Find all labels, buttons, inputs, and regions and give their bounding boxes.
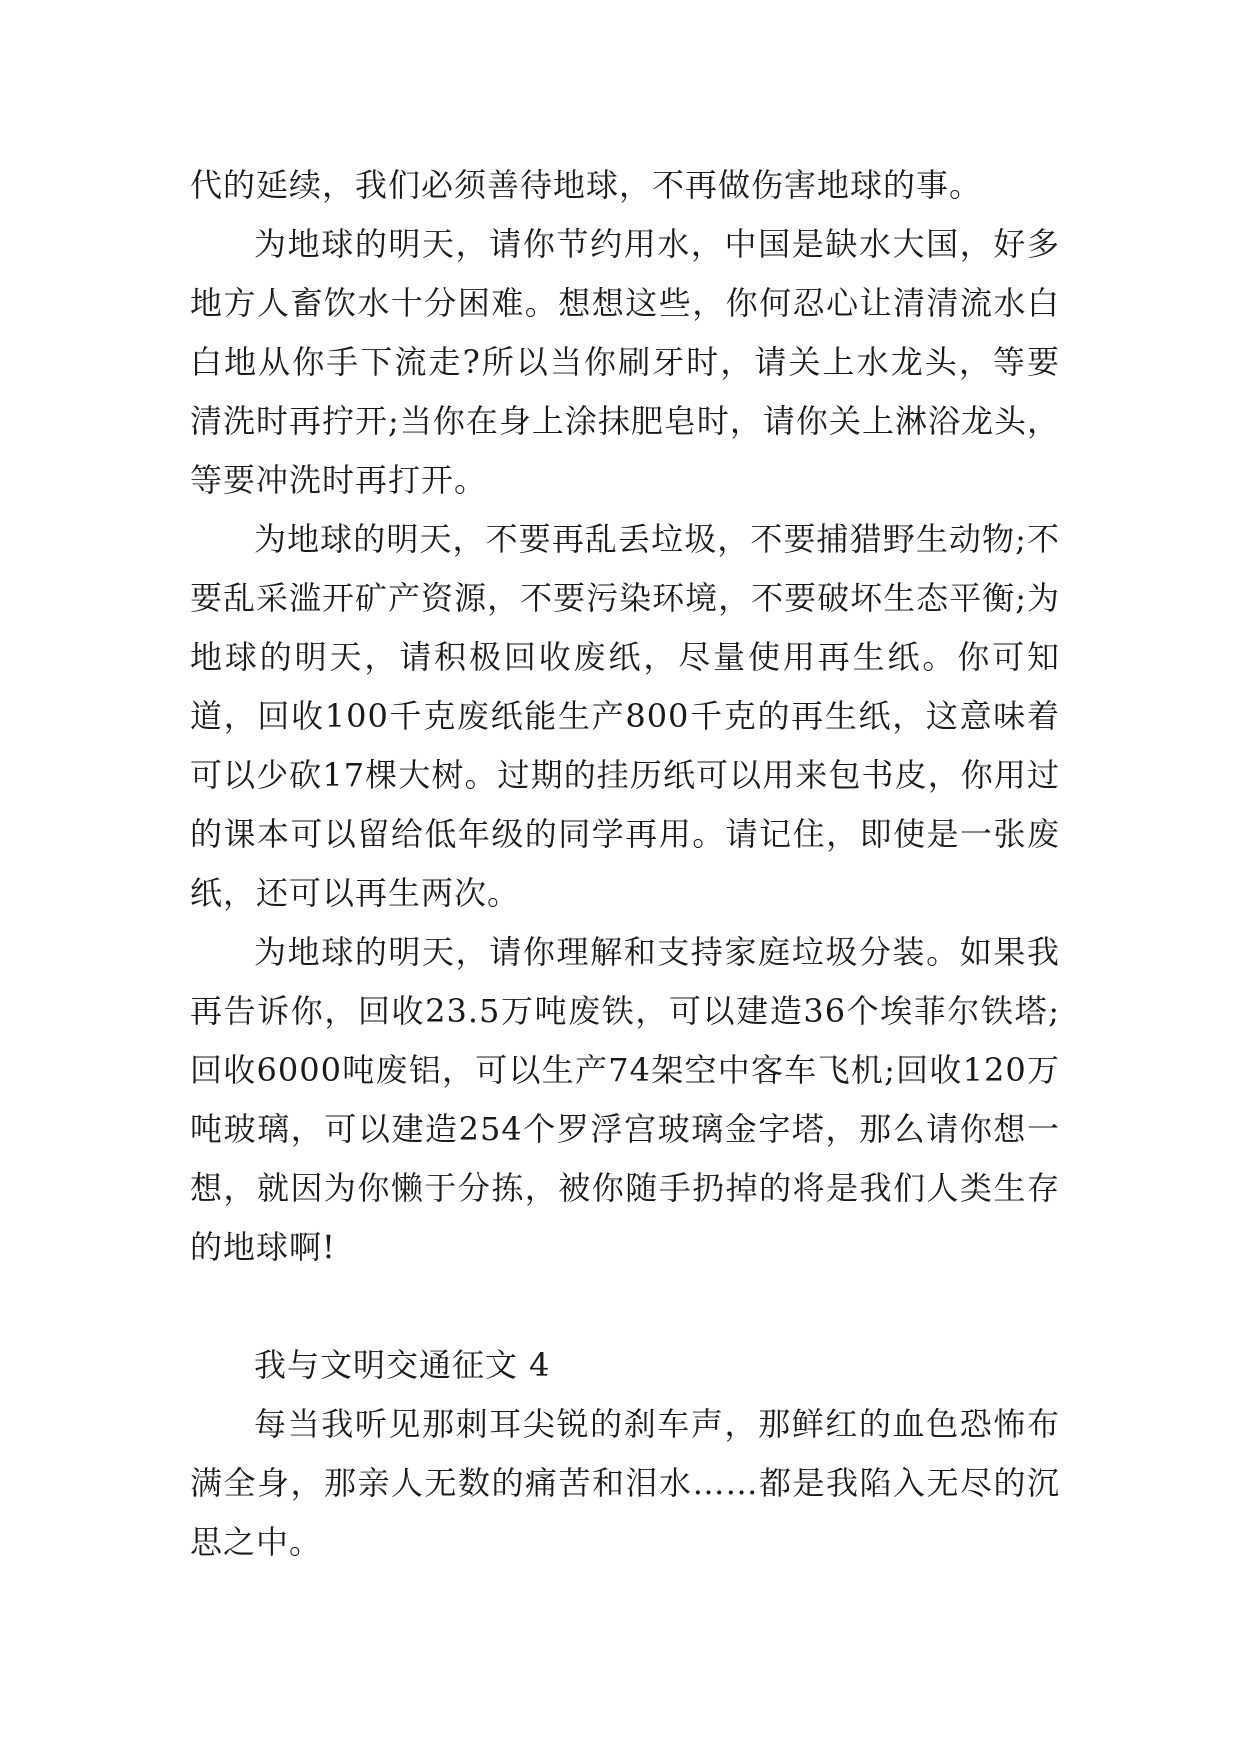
paragraph-1: 代的延续，我们必须善待地球，不再做伤害地球的事。 bbox=[190, 166, 983, 204]
document-body bbox=[190, 156, 1060, 1572]
paragraph-2: 为地球的明天，请你节约用水，中国是缺水大国，好多地方人畜饮水十分困难。想想这些，你何忍心让清清流水白白地从你手下流走?所以当你刷牙时，请关上水龙头，等要清洗时再拧开;当你在身上涂抹肥皂时，请你关上淋浴龙头，等要冲洗时再打开。 bbox=[190, 225, 1060, 499]
paragraph-4: 为地球的明天，请你理解和支持家庭垃圾分装。如果我再告诉你，回收23.5万吨废铁，可以建造36个埃菲尔铁塔;回收6000吨废铝，可以生产74架空中客车飞机;回收120万吨玻璃，可以建造254个罗浮宫玻璃金字塔，那么请你想一想，就因为你懒于分拣，被你随手扔掉的将是我们人类生存的地球啊! bbox=[190, 933, 1060, 1266]
paragraph-5: 每当我听见那刺耳尖锐的刹车声，那鲜红的血色恐怖布满全身，那亲人无数的痛苦和泪水……都是我陷入无尽的沉思之中。 bbox=[190, 1405, 1060, 1561]
paragraph-3: 为地球的明天，不要再乱丢垃圾，不要捕猎野生动物;不要乱采滥开矿产资源，不要污染环境，不要破坏生态平衡;为地球的明天，请积极回收废纸，尽量使用再生纸。你可知道，回收100千克废纸能生产800千克的再生纸，这意味着可以少砍17棵大树。过期的挂历纸可以用来包书皮，你用过的课本可以留给低年级的同学再用。请记住，即使是一张废纸，还可以再生两次。 bbox=[190, 520, 1060, 912]
section-heading: 我与文明交通征文 4 bbox=[254, 1346, 551, 1384]
